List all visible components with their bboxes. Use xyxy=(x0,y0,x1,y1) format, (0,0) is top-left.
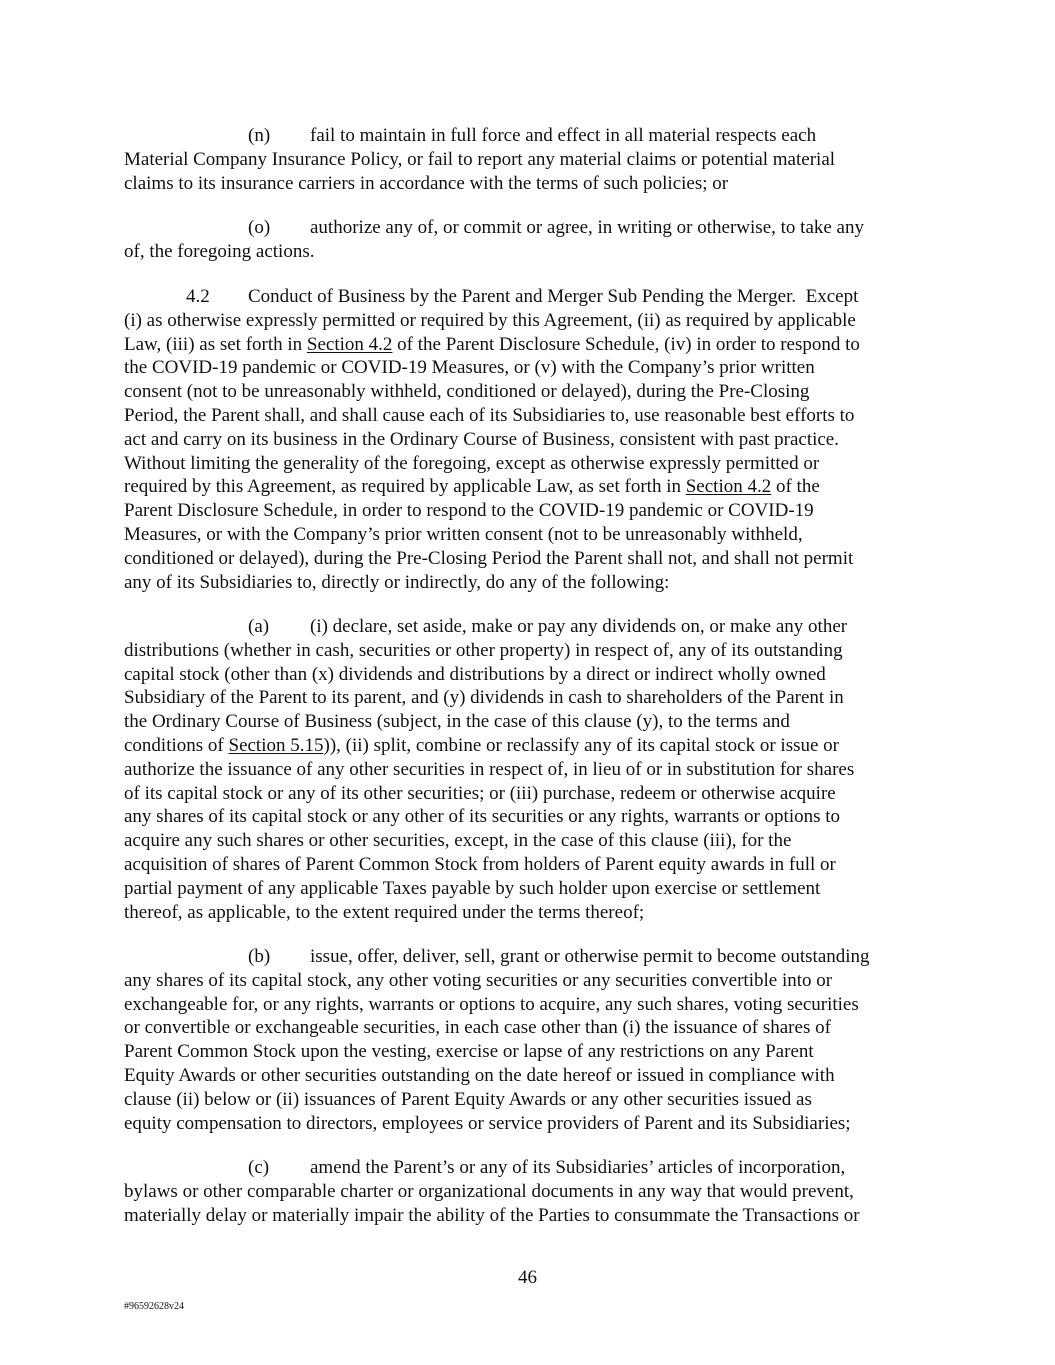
text-line: partial payment of any applicable Taxes payable by such holder upon exercise or settlement xyxy=(124,877,821,899)
paragraph-n xyxy=(124,124,932,195)
text-fragment: Law, (iii) as set forth in xyxy=(124,333,307,355)
text-line: Without limiting the generality of the foregoing, except as otherwise expressly permitted or xyxy=(124,452,820,474)
paragraph-b xyxy=(124,945,932,1135)
text-line: acquire any such shares or other securities, except, in the case of this clause (iii), for the xyxy=(124,830,792,852)
text-line: exchangeable for, or any rights, warrants or options to acquire, any such shares, voting securities xyxy=(124,993,859,1015)
text-line: Material Company Insurance Policy, or fail to report any material claims or potential material xyxy=(124,148,836,170)
text-line: the Ordinary Course of Business (subject, in the case of this clause (y), to the terms and xyxy=(124,711,790,733)
text-fragment: of the xyxy=(771,476,820,498)
item-label: (a) xyxy=(248,616,270,637)
text-line: Parent Disclosure Schedule, in order to respond to the COVID-19 pandemic or COVID-19 xyxy=(124,500,814,522)
text-line: of its capital stock or any of its other securities; or (iii) purchase, redeem or otherwise acquire xyxy=(124,782,836,804)
paragraph-o xyxy=(124,216,932,264)
paragraph-c xyxy=(124,1156,932,1227)
text-line: claims to its insurance carriers in accordance with the terms of such policies; or xyxy=(124,172,729,194)
text-line: any shares of its capital stock, any other voting securities or any securities convertible into or xyxy=(124,969,833,991)
text-line: distributions (whether in cash, securities or other property) in respect of, any of its outstanding xyxy=(124,639,843,661)
section-reference-link[interactable]: Section 4.2 xyxy=(306,333,393,355)
text-line: materially delay or materially impair the ability of the Parties to consummate the Transactions or xyxy=(124,1204,860,1226)
text-line: the COVID-19 pandemic or COVID-19 Measures, or (v) with the Company’s prior written xyxy=(124,357,815,379)
text-line: equity compensation to directors, employees or service providers of Parent and its Subsidiaries; xyxy=(124,1112,851,1134)
section-reference-link[interactable]: Section 4.2 xyxy=(685,476,772,498)
text-line: any shares of its capital stock or any other of its securities or any rights, warrants or options to xyxy=(124,806,841,828)
text-line: conditioned or delayed), during the Pre-Closing Period the Parent shall not, and shall not permit xyxy=(124,547,854,569)
text-line: fail to maintain in full force and effect in all material respects each xyxy=(310,125,817,146)
text-fragment: required by this Agreement, as required by applicable Law, as set forth in xyxy=(124,476,686,498)
text-line: bylaws or other comparable charter or organizational documents in any way that would prevent, xyxy=(124,1180,854,1202)
item-label: (c) xyxy=(248,1157,270,1178)
text-line: of, the foregoing actions. xyxy=(124,240,315,262)
section-reference-link[interactable]: Section 5.15 xyxy=(228,734,324,756)
item-label: (b) xyxy=(248,946,271,967)
text-line: authorize the issuance of any other securities in respect of, in lieu of or in substitution for shares xyxy=(124,758,855,780)
document-id: #96592628v24 xyxy=(124,1301,184,1312)
text-line: amend the Parent’s or any of its Subsidiaries’ articles of incorporation, xyxy=(310,1157,846,1178)
text-line: any of its Subsidiaries to, directly or indirectly, do any of the following: xyxy=(124,571,670,593)
text-line: Subsidiary of the Parent to its parent, and (y) dividends in cash to shareholders of the Parent in xyxy=(124,687,844,709)
text-line: issue, offer, deliver, sell, grant or otherwise permit to become outstanding xyxy=(310,946,870,967)
page-number: 46 xyxy=(518,1267,537,1288)
text-line: Equity Awards or other securities outstanding on the date hereof or issued in compliance with xyxy=(124,1064,835,1086)
text-line: capital stock (other than (x) dividends and distributions by a direct or indirect wholly owned xyxy=(124,663,826,685)
text-line: Period, the Parent shall, and shall cause each of its Subsidiaries to, use reasonable best efforts to xyxy=(124,404,855,426)
text-line: authorize any of, or commit or agree, in writing or otherwise, to take any xyxy=(310,217,864,238)
text-line: Except xyxy=(805,286,859,307)
text-line: (i) declare, set aside, make or pay any dividends on, or make any other xyxy=(310,616,848,637)
section-number: 4.2 xyxy=(186,286,210,307)
section-heading: Conduct of Business by the Parent and Merger Sub Pending the Merger. xyxy=(248,286,797,307)
text-line: Measures, or with the Company’s prior written consent (not to be unreasonably withheld, xyxy=(124,523,803,545)
text-line: clause (ii) below or (ii) issuances of Parent Equity Awards or any other securities issued as xyxy=(124,1088,812,1110)
text-line: or convertible or exchangeable securities, in each case other than (i) the issuance of shares of xyxy=(124,1017,831,1039)
text-fragment: )), (ii) split, combine or reclassify any of its capital stock or issue or xyxy=(323,734,840,756)
text-line: Parent Common Stock upon the vesting, exercise or lapse of any restrictions on any Parent xyxy=(124,1041,814,1063)
paragraph-a xyxy=(124,615,932,924)
text-line: (i) as otherwise expressly permitted or required by this Agreement, (ii) as required by applicable xyxy=(124,309,856,331)
text-fragment: conditions of xyxy=(124,734,229,756)
text-line: consent (not to be unreasonably withheld, conditioned or delayed), during the Pre-Closing xyxy=(124,381,810,403)
text-line: acquisition of shares of Parent Common Stock from holders of Parent equity awards in full or xyxy=(124,853,836,875)
item-label: (n) xyxy=(248,125,271,146)
text-line: thereof, as applicable, to the extent required under the terms thereof; xyxy=(124,901,645,923)
item-label: (o) xyxy=(248,217,271,238)
text-line: act and carry on its business in the Ordinary Course of Business, consistent with past practice. xyxy=(124,428,839,450)
section-4-2 xyxy=(124,285,932,594)
text-fragment: of the Parent Disclosure Schedule, (iv) in order to respond to xyxy=(392,333,860,355)
